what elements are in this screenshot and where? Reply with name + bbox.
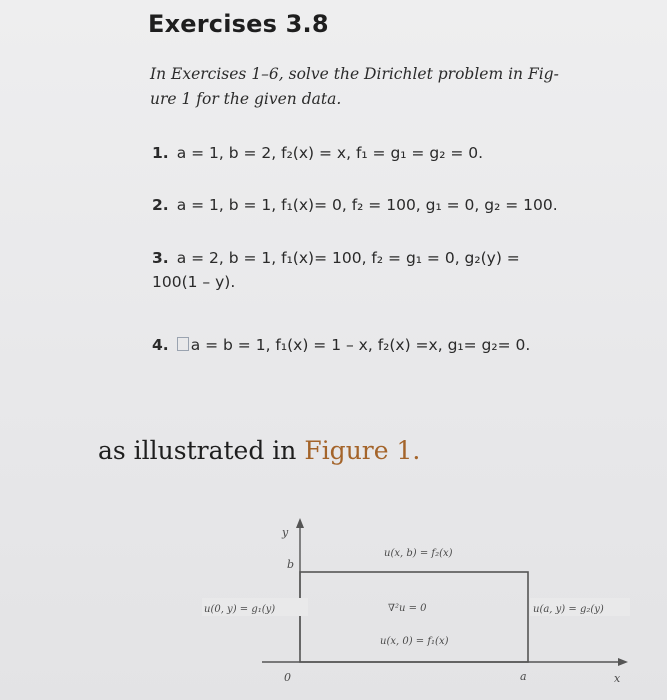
figure-link[interactable]: Figure 1. [304,436,421,465]
exercise-3 [152,246,572,294]
figure-reference [98,436,420,465]
x-axis-arrow-icon [618,658,628,666]
laplace-equation: ∇²u = 0 [388,603,427,614]
dirichlet-figure [0,500,667,700]
a-label: a [520,670,527,683]
exercise-number: 4. [152,336,169,354]
exercise-2 [152,193,558,217]
b-label: b [287,558,295,571]
left-boundary-condition: u(0, y) = g₁(y) [204,604,276,615]
exercises-intro [150,62,560,112]
exercise-number: 1. [152,144,169,162]
exercise-number: 2. [152,196,169,214]
exercise-4 [152,333,530,357]
caption-prefix: as illustrated in [98,436,305,465]
x-axis-label: x [614,672,621,685]
intro-line-1: In Exercises 1–6, solve the Dirichlet problem in Fig- [150,65,559,83]
top-boundary-condition: u(x, b) = f₂(x) [384,548,453,559]
domain-rectangle [300,572,528,662]
exercise-text: a = 2, b = 1, f₁(x)= 100, f₂ = g₁ = 0, g₂(y) = [176,249,520,267]
exercise-text: a = b = 1, f₁(x) = 1 – x, f₂(x) =x, g₁= g₂= 0. [190,336,531,354]
bottom-boundary-condition: u(x, 0) = f₁(x) [380,636,449,647]
y-axis-arrow-icon [296,518,304,528]
y-axis-label: y [282,526,289,539]
section-heading: Exercises 3.8 [148,10,329,38]
text-cursor-icon [177,337,189,351]
exercise-text-continuation: 100(1 – y). [152,273,236,291]
exercise-number: 3. [152,249,169,267]
exercise-text: a = 1, b = 1, f₁(x)= 0, f₂ = 100, g₁ = 0, g₂ = 100. [176,196,558,214]
right-boundary-condition: u(a, y) = g₂(y) [533,604,604,615]
exercise-1 [152,141,483,165]
origin-label: 0 [284,671,291,684]
exercise-text: a = 1, b = 2, f₂(x) = x, f₁ = g₁ = g₂ = 0. [176,144,484,162]
intro-line-2: ure 1 for the given data. [150,90,342,108]
